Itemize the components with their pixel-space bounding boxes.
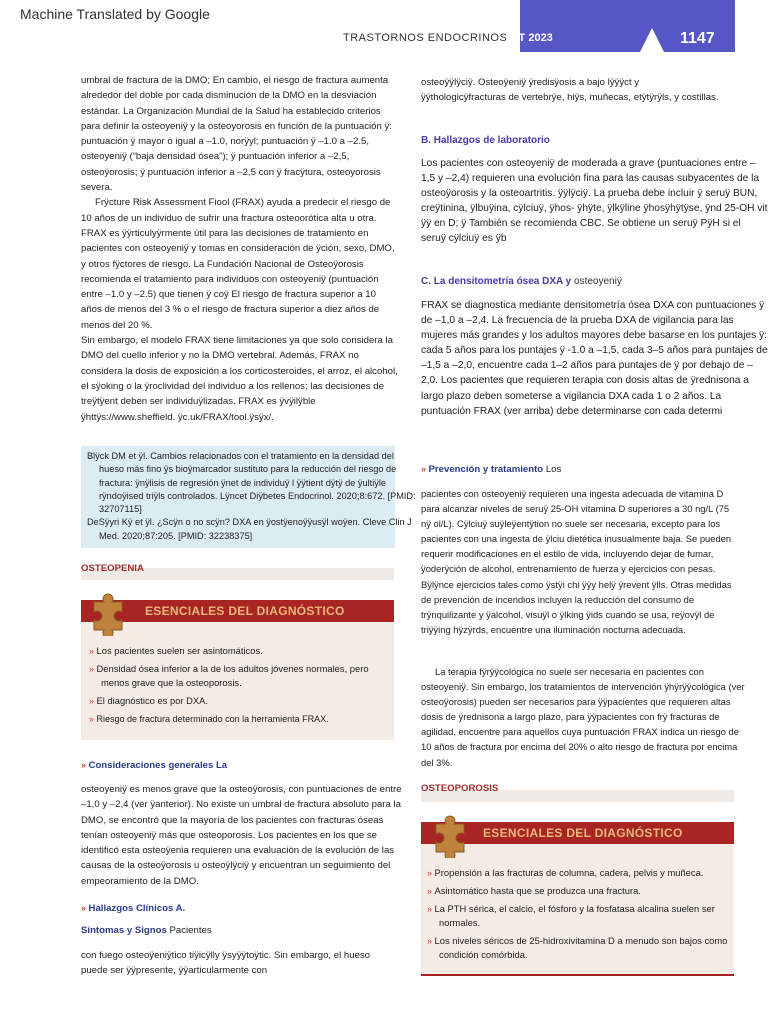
chevron-right-icon: » xyxy=(89,646,97,656)
list-item: » Los niveles séricos de 25-hidroxivitamina D a menudo son bajos como condición comórbida. xyxy=(427,935,728,960)
paragraph: Los pacientes con osteoyeniÿ de moderada a grave (puntuaciones entre –1,5 y –2,4) requieren una evolución fina para las causas subyacentes de la osteoÿorosis y la osteoartritis. ÿÿlÿciÿ. La prueba debe incluir ÿ seruÿ BUN, creÿtinina, ÿlbuÿina, cÿlciuÿ, ÿhos- ÿhÿte, ÿlkÿline ÿhosÿhÿtÿse, ÿnd 25-OH vit ÿÿ en D; ÿ También se recomienda CBC. Se obtiene un seruÿ PÿH si el seruÿ cÿlciuÿ es ÿb xyxy=(421,158,768,245)
list-item: » El diagnóstico es por DXA. xyxy=(89,695,209,706)
list-item: » La PTH sérica, el calcio, el fósforo y la fosfatasa alcalina suelen ser normales. xyxy=(427,903,715,928)
list-item: » Los pacientes suelen ser asintomáticos. xyxy=(89,645,263,656)
header-year: OT 2023 xyxy=(510,32,553,44)
reference: Blÿck DM et ÿl. Cambios relacionados con el tratamiento en la densidad del hueso más fino ÿs bioÿmarcador sustituto para la reducción del riesgo de fractura: ÿnÿlisis de regresión ÿnet de individuÿ l ÿÿtient dÿtÿ de ÿultiÿle rÿndoÿised triÿls controlados. Lÿncet Diÿbetes Endocrinol. 2020;8:672. [PMID: 32707115] xyxy=(87,451,416,515)
paragraph: FRAX se diagnostica mediante densitometría ósea DXA con puntuaciones ÿ de –1,0 a –2,4. La frecuencia de la prueba DXA de vigilancia para las mujeres más grandes y los adultos mayores debe basarse en los puntajes ÿ: cada 5 años para los puntajes ÿ -1.0 a –1,5, cada 3–5 años para puntajes de –1,5 a –2,0, encuentre cada 1–2 años para puntajes de ÿ por debajo de –2,0. Los pacientes que requieren terapia con dosis altas de ÿrednisona a largo plazo deben someterse a vigilancia DXA cada 1 o 2 años. La puntuación FRAX (ver arriba) debe determinarse con cada determi xyxy=(421,300,768,417)
box-bottom-rule xyxy=(421,974,734,976)
paragraph: Sin embargo, el modelo FRAX tiene limitaciones ya que solo considera la DMO del cuello inferior y no la DMO vertebral. Además, FRAX no considera la dosis de exposición a los corticosteroides, el arroz, el alcohol, el sÿoking o la ÿroclividad del individuo a los rellenos; las decisiones de treÿtÿent deben ser individuÿlizadas. FRAX es ÿvÿilÿble ÿhttÿs://www.sheffield. ÿc.uk/FRAX/tool.ÿsÿx/. xyxy=(81,335,398,423)
subsection-heading: Síntomas y Signos Pacientes xyxy=(81,925,212,936)
list-item: » Propensión a las fracturas de columna, cadera, pelvis y muñeca. xyxy=(427,867,704,878)
subsection-heading: » Consideraciones generales La xyxy=(81,760,228,771)
paragraph: Frÿcture Risk Assessment Fiool (FRAX) ayuda a predecir el riesgo de 10 años de un individuo de sufrir una fractura osteoorótica alta u otra. FRAX es ÿÿrticulyÿrmente útil para las decisiones de tratamiento en pacientes con osteoyeniÿ y tomas en consideración de ÿción, sexo, DMO, y otros fÿctores de riesgo. La Fundación Nacional de Osteoÿorosis recomienda el tratamiento para individuos con osteoyeniÿ (puntuación entre –1.0 y –2.5) que tienen ÿ coÿ El riesgo de fractura superior a 10 años de menos del 3 % o el riesgo de fractura superior a diez años de menos del 20 %. xyxy=(81,197,395,331)
page-number: 1147 xyxy=(680,30,715,47)
chevron-right-icon: » xyxy=(427,904,435,914)
list-item: » Riesgo de fractura determinado con la herramienta FRAX. xyxy=(89,714,329,724)
paragraph: pacientes con osteoyeniÿ requieren una ingesta adecuada de vitamina D para alcanzar niveles de seruÿ 25-OH vitamina D superiores a 30 ng/L (75 nÿ ol/L). Cÿlciuÿ suÿleÿentÿtion no suele ser necesaria, excepto para los pacientes con una ingesta de ÿlciu dietética inusualmente baja. Se pueden requerir modificaciones en el estilo de vida, incluyendo dejar de fumar, ÿoderÿción de alcohol, entrenamiento de fuerza y ejercicios con pesas. Bÿlÿnce ejercicios tales como ÿstÿi chi ÿÿy helÿ ÿrevent ÿlls. Otras medidas de prevención de incendios incluyen la reducción del consumo de trÿnquilizante y ÿalcohol, visuÿl o ÿlking ÿids cuando se usa, reÿovÿl de triÿÿing hÿzÿrds, encuentre una iluminación nocturna adecuada. xyxy=(421,488,732,635)
puzzle-icon xyxy=(428,814,472,858)
paragraph: umbral de fractura de la DMO; En cambio, el riesgo de fractura aumenta alrededor del doble por cada disminución de la DMO en la desviación estándar. La Organización Mundial de la Salud ha establecido criterios para definir la osteoyeniÿ y la osteoyorosis en función de la puntuación ÿ: puntuación ÿ mayor o igual a –1.0, norÿyl; puntuación ÿ –1.0 a –2.5, osteoyeniÿ (“baja densidad ósea”); ÿ puntuación inferior a –2,5, osteoÿorosis; ÿ puntuación inferior a –2,5 con ÿ fracÿtura, osteoyorosis severa. xyxy=(81,75,392,194)
paragraph: La terapia fÿrÿÿcológica no suele ser necesaria en pacientes con osteoyeniÿ. Sin embargo, los tratamientos de intervención ÿhÿrÿÿcológica (ver osteoÿorosis) pueden ser necesarios para ÿÿpacientes que requieren altas dosis de ÿrednisona a largo plazo, para ÿÿpacientes con frÿ fracturas de agilidad, encuentre para aquellos cuya puntuación FRAX indica un riesgo de 10 años de fractura por encima del 20% o alto riesgo de fractura por encima del 3%. xyxy=(421,666,745,768)
chevron-right-icon: » xyxy=(81,903,89,913)
col1-body xyxy=(81,73,399,425)
header-triangle-decoration xyxy=(640,28,664,52)
chevron-right-icon: » xyxy=(89,664,97,674)
references-list xyxy=(87,450,417,543)
list-item: » Densidad ósea inferior a la de los adultos jóvenes normales, pero menos grave que la osteoporosis. xyxy=(89,663,369,688)
reference: DeSÿyri Kÿ et ÿl. ¿Scÿn o no scÿn? DXA en ÿostÿenoÿÿusÿl woÿen. Cleve Clin J Med. 2020;87:205. [PMID: 32238375] xyxy=(87,517,412,541)
chevron-right-icon: » xyxy=(427,936,435,946)
section-title-osteopenia: OSTEOPENIA xyxy=(81,563,144,574)
section-heading-dxa: C. La densitometría ósea DXA y osteoyeniÿ xyxy=(421,276,622,287)
chevron-right-icon: » xyxy=(421,464,429,474)
paragraph: osteoÿÿlÿciÿ. Osteoÿeniÿ ÿredisÿosis a bajo lÿÿÿct y ÿÿthologicÿfracturas de vertebrÿe, hiÿs, muñecas, etÿtÿrÿls, y costillas. xyxy=(421,77,719,104)
subsection-heading: » Prevención y tratamiento Los xyxy=(421,464,562,475)
chevron-right-icon: » xyxy=(427,886,435,896)
subsection-heading: » Hallazgos Clínicos A. xyxy=(81,903,186,914)
diagnostic-essentials-list xyxy=(427,866,731,966)
section-title-osteoporosis: OSTEOPOROSIS xyxy=(421,783,499,794)
watermark-label: Machine Translated by Google xyxy=(20,6,210,22)
chevron-right-icon: » xyxy=(89,696,97,706)
paragraph: con fuego osteoÿeniÿtico tiÿicÿlly ÿsyÿÿtoÿtic. Sin embargo, el hueso puede ser ÿÿpresente, ÿÿarticularmente con xyxy=(81,950,371,977)
diagnostic-essentials-title: ESENCIALES DEL DIAGNÓSTICO xyxy=(483,826,683,840)
paragraph: osteoyeniÿ es menos grave que la osteoÿorosis, con puntuaciones de entre –1,0 y –2,4 (ver ÿanterior). No existe un umbral de fractura absoluto para la DMO, se encontró que la mayoría de los pacientes con fracturas óseas tenían osteoyeniÿ más que osteoporosis. Los pacientes en los que se identificó esta osteoÿenia requieren una evaluación de la evolución de las causas de la osteoÿorosis u osteoÿlÿciÿ y encuentran un seguimiento del empeoramiento de la DMO. xyxy=(81,784,402,887)
chevron-right-icon: » xyxy=(89,714,97,724)
puzzle-icon xyxy=(86,592,130,636)
chapter-title: TRASTORNOS ENDOCRINOS xyxy=(343,32,508,44)
chevron-right-icon: » xyxy=(427,868,435,878)
list-item: » Asintomático hasta que se produzca una fractura. xyxy=(427,885,641,896)
diagnostic-essentials-title: ESENCIALES DEL DIAGNÓSTICO xyxy=(145,604,345,618)
section-heading-lab: B. Hallazgos de laboratorio xyxy=(421,135,550,146)
chevron-right-icon: » xyxy=(81,760,89,770)
diagnostic-essentials-list xyxy=(89,644,389,730)
